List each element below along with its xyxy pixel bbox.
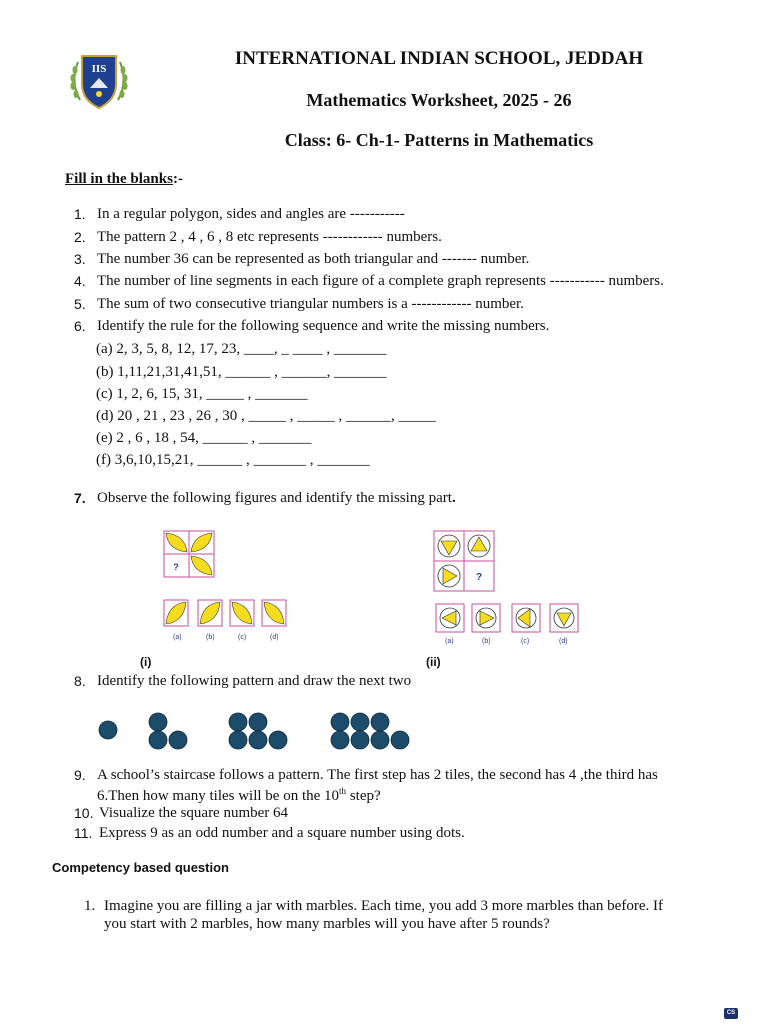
figure-ii-label: (ii) [426, 655, 441, 669]
question-9: 9. A school’s staircase follows a pattern. The first step has 2 tiles, the second has 4 ,the third has [74, 767, 658, 783]
pattern-dot [351, 731, 369, 749]
question-2: 2. The pattern 2 , 4 , 6 , 8 etc represents ------------ numbers. [74, 229, 442, 245]
competency-q1-line1: Imagine you are filling a jar with marbles. Each time, you add 3 more marbles than before. If [104, 898, 663, 914]
section-heading: Fill in the blanks:- [65, 171, 183, 187]
question-11: 11. Express 9 as an odd number and a square number using dots. [74, 825, 465, 841]
question-5: 5. The sum of two consecutive triangular numbers is a ------------ number. [74, 296, 524, 312]
option-d-label: (d) [559, 638, 568, 645]
camscanner-badge: CS [724, 1008, 738, 1019]
option-c-label: (c) [521, 638, 530, 645]
pattern-dot [331, 713, 349, 731]
pattern-dot [371, 731, 389, 749]
pattern-dot [229, 713, 247, 731]
sequence-f: (f) 3,6,10,15,21, ______ , _______ , _______ [96, 452, 370, 468]
svg-text:?: ? [475, 572, 483, 583]
option-b-label: (b) [206, 634, 215, 641]
figure-i [160, 528, 300, 646]
sequence-c: (c) 1, 2, 6, 15, 31, _____ , _______ [96, 386, 308, 402]
option-b-label: (b) [482, 638, 491, 645]
competency-q1-num: 1. [84, 898, 96, 914]
question-6: 6. Identify the rule for the following sequence and write the missing numbers. [74, 318, 550, 334]
sequence-e: (e) 2 , 6 , 18 , 54, ______ , _______ [96, 430, 312, 446]
pattern-dot [149, 713, 167, 731]
question-3: 3. The number 36 can be represented as both triangular and ------- number. [74, 251, 530, 267]
question-4: 4. The number of line segments in each figure of a complete graph represents ----------- numbers. [74, 273, 664, 289]
pattern-dot [249, 713, 267, 731]
question-8: 8. Identify the following pattern and draw the next two [74, 673, 412, 689]
pattern-dot [229, 731, 247, 749]
question-10: 10. Visualize the square number 64 [74, 805, 289, 821]
sequence-d: (d) 20 , 21 , 23 , 26 , 30 , _____ , _____ , ______, _____ [96, 408, 436, 424]
option-a-label: (a) [173, 634, 182, 641]
option-d-label: (d) [270, 634, 279, 641]
dot-pattern-svg [90, 700, 420, 760]
pattern-dot [169, 731, 187, 749]
class-chapter: Class: 6- Ch-1- Patterns in Mathematics [284, 130, 594, 150]
question-7: 7. Observe the following figures and identify the missing part. [74, 490, 456, 506]
competency-q1-line2: you start with 2 marbles, how many marbles will you have after 5 rounds? [104, 916, 550, 932]
worksheet-title: Mathematics Worksheet, 2025 - 26 [306, 90, 572, 110]
pattern-dot [99, 721, 117, 739]
option-a-label: (a) [445, 638, 454, 645]
competency-heading: Competency based question [52, 860, 229, 875]
figure-ii [430, 528, 590, 650]
pattern-dot [331, 731, 349, 749]
school-name: INTERNATIONAL INDIAN SCHOOL, JEDDAH [234, 48, 644, 69]
dot-pattern [90, 700, 420, 760]
sequence-b: (b) 1,11,21,31,41,51, ______ , ______, _______ [96, 364, 387, 380]
pattern-dot [269, 731, 287, 749]
pattern-dot [371, 713, 389, 731]
question-1: 1. In a regular polygon, sides and angles are ----------- [74, 206, 405, 222]
svg-text:?: ? [173, 562, 179, 572]
pattern-dot [391, 731, 409, 749]
school-logo [68, 48, 130, 114]
pattern-dot [149, 731, 167, 749]
pattern-dot [351, 713, 369, 731]
question-9-cont: 6.Then how many tiles will be on the 10th step? [97, 786, 381, 804]
sequence-a: (a) 2, 3, 5, 8, 12, 17, 23, ____, _ ____ , _______ [96, 341, 387, 357]
svg-text:IIS: IIS [91, 63, 107, 75]
pattern-dot [249, 731, 267, 749]
option-c-label: (c) [238, 634, 247, 641]
figure-i-label: (i) [140, 655, 152, 669]
